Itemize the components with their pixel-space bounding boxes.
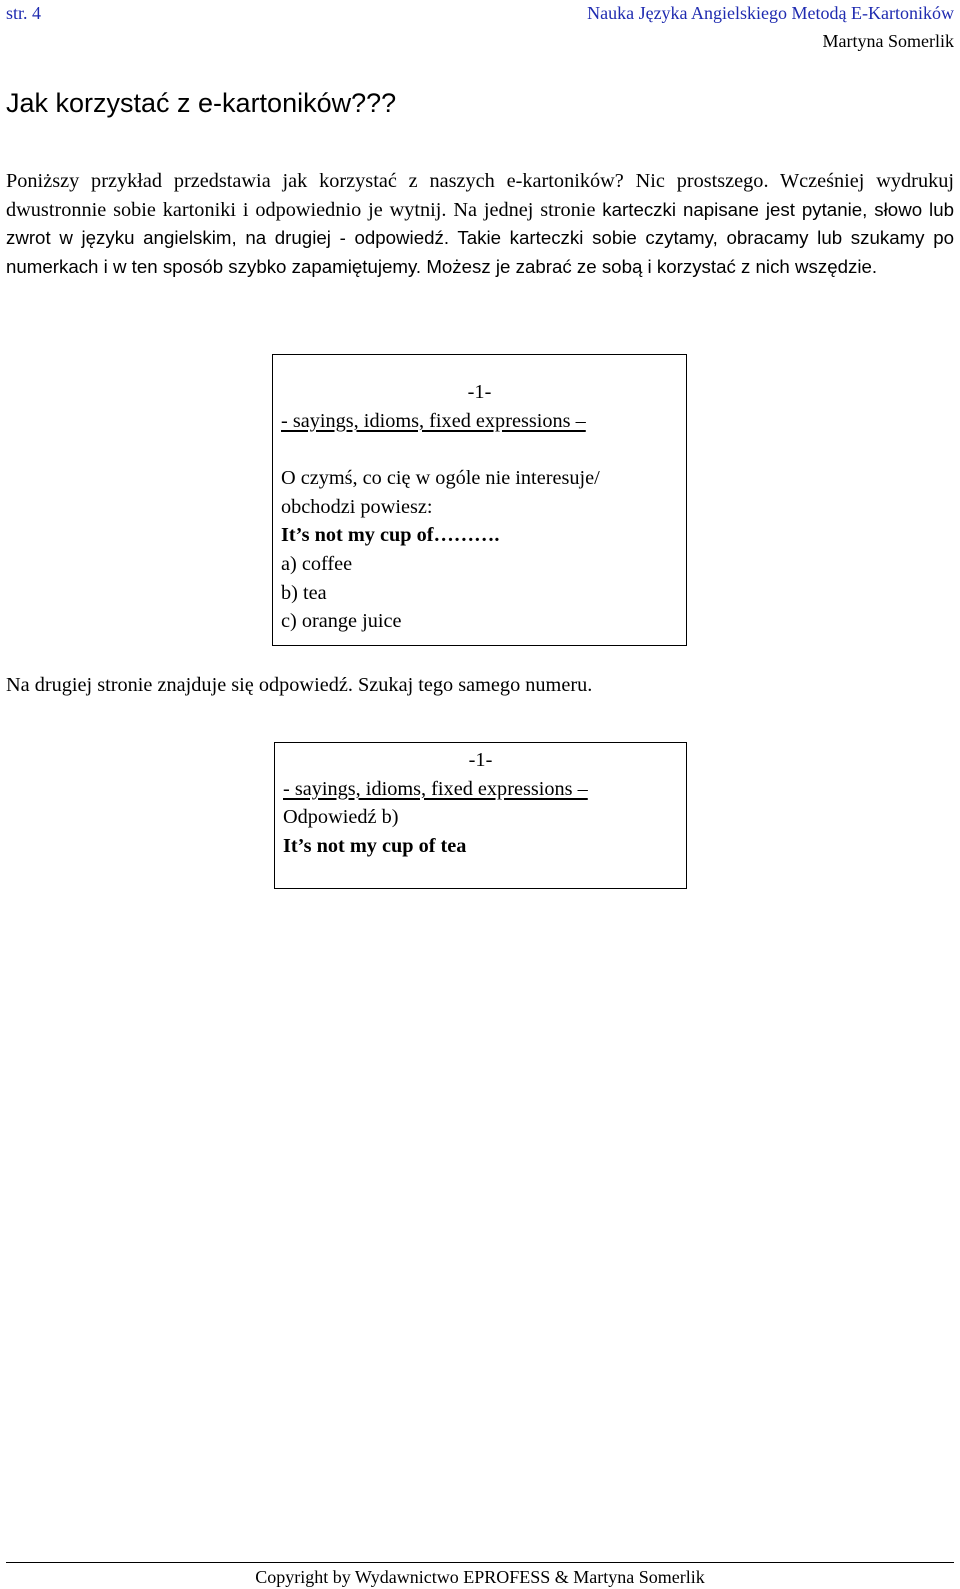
answer-label: Odpowiedź b)	[283, 806, 399, 829]
card-number: -1-	[467, 381, 492, 403]
card-option-a: a) coffee	[281, 552, 353, 575]
page-number: str. 4	[6, 3, 42, 23]
flashcard-front	[272, 354, 687, 646]
card-category: - sayings, idioms, fixed expressions –	[281, 409, 586, 432]
intro-text-sans: karteczki napisane jest pytanie, słowo lub zwrot w języku angielskim, na drugiej - odpowiedź. Takie karteczki sobie czytamy, obracamy lub szukamy po numerkach i w ten sposób szybko zapamiętujemy. Możesz je zabrać ze sobą i korzystać z nich wszędzie.	[6, 198, 954, 277]
header-author: Martyna Somerlik	[822, 31, 954, 51]
card-spacer	[281, 435, 678, 464]
card-option-c: c) orange juice	[281, 610, 402, 633]
intro-text-serif: Poniższy przykład przedstawia jak korzystać z naszych e-kartoników? Nic prostszego. Wcześniej wydrukuj dwustronnie sobie kartoniki i odpowiednio je wytnij. Na jednej stronie	[6, 170, 954, 221]
card-number: -1-	[468, 749, 493, 771]
instruction-text: Na drugiej stronie znajduje się odpowiedź. Szukaj tego samego numeru.	[6, 674, 593, 696]
footer-copyright: Copyright by Wydawnictwo EPROFESS & Martyna Somerlik	[255, 1567, 705, 1587]
page-title: Jak korzystać z e-kartoników???	[6, 88, 397, 118]
card-option-b: b) tea	[281, 581, 327, 604]
flashcard-back	[274, 742, 687, 889]
card-category: - sayings, idioms, fixed expressions –	[283, 777, 588, 800]
book-title: Nauka Języka Angielskiego Metodą E-Kartoników	[587, 3, 954, 23]
intro-paragraph	[6, 167, 954, 281]
card-question: O czymś, co cię w ogóle nie interesuje/ obchodzi powiesz:	[281, 467, 600, 518]
card-prompt: It’s not my cup of……….	[281, 524, 500, 547]
answer-text: It’s not my cup of tea	[283, 834, 467, 857]
footer-divider	[6, 1562, 954, 1563]
